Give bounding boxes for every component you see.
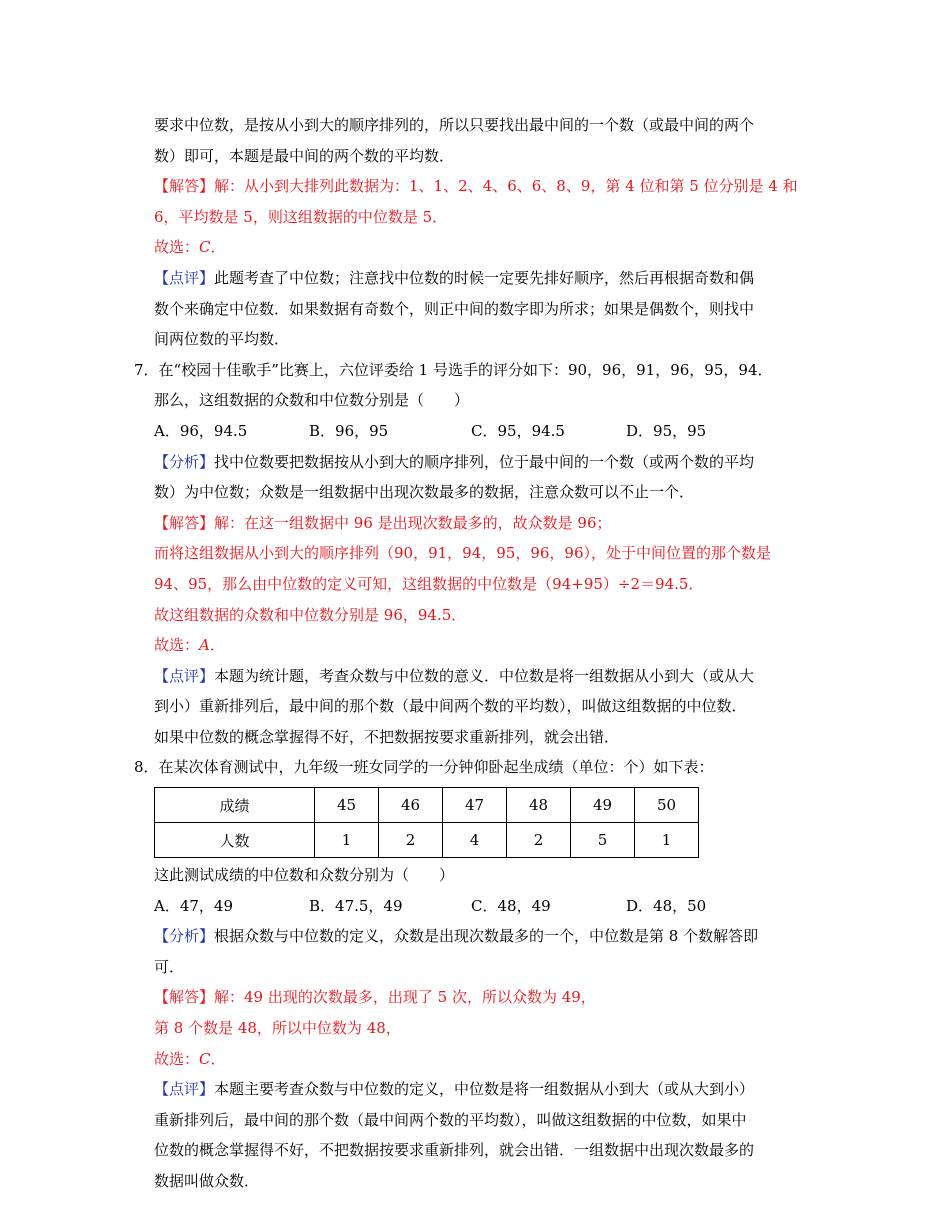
comment-tag: 【点评】 xyxy=(154,1080,215,1099)
option-b: B．96，95 xyxy=(309,421,389,440)
answer-tag: 【解答】 xyxy=(154,177,215,196)
choice-line xyxy=(134,630,824,661)
table-cell: 47 xyxy=(443,788,507,823)
answer-line xyxy=(134,508,824,539)
table-header-cell: 成绩 xyxy=(155,788,315,823)
table-cell: 45 xyxy=(315,788,379,823)
comment-text: 本题主要考查众数与中位数的定义，中位数是将一组数据从小到大（或从大到小） xyxy=(214,1080,755,1099)
table-header-cell: 人数 xyxy=(155,823,315,858)
comment-line xyxy=(134,1074,824,1105)
choice-letter: C xyxy=(199,1049,211,1068)
table-cell: 49 xyxy=(571,788,635,823)
question-8-question: 这此测试成绩的中位数和众数分别为（ ） xyxy=(154,866,455,885)
answer-tag: 【解答】 xyxy=(154,988,215,1007)
comment-line: 如果中位数的概念掌握得不好，不把数据按要求重新排列，就会出错． xyxy=(154,727,620,746)
analysis-line: 数）即可，本题是最中间的两个数的平均数． xyxy=(154,146,455,165)
choice-line xyxy=(134,232,824,263)
analysis-text: 根据众数与中位数的定义，众数是出现次数最多的一个，中位数是第 8 个数解答即 xyxy=(214,927,759,946)
table-cell: 2 xyxy=(379,823,443,858)
answer-tag: 【解答】 xyxy=(154,513,215,532)
table-cell: 1 xyxy=(635,823,699,858)
answer-line xyxy=(134,982,824,1013)
comment-line xyxy=(134,263,824,294)
option-a: A．96，94.5 xyxy=(154,421,248,440)
answer-line: 而将这组数据从小到大的顺序排列（90，91，94，95，96，96），处于中间位置的那个数是 xyxy=(154,544,772,563)
question-7-options xyxy=(134,416,824,447)
table-row xyxy=(155,823,699,858)
question-8-options xyxy=(134,891,824,922)
option-c: C．48，49 xyxy=(471,896,551,915)
choice-letter: C xyxy=(199,238,211,257)
comment-line: 重新排列后，最中间的那个数（最中间两个数的平均数），叫做这组数据的中位数，如果中 xyxy=(154,1110,747,1129)
question-7-stem: 7．在“校园十佳歌手”比赛上，六位评委给 1 号选手的评分如下：90，96，91，96，95，94． xyxy=(134,360,773,379)
comment-tag: 【点评】 xyxy=(154,268,215,287)
analysis-tag: 【分析】 xyxy=(154,452,215,471)
comment-line: 位数的概念掌握得不好，不把数据按要求重新排列，就会出错．一组数据中出现次数最多的 xyxy=(154,1141,755,1160)
choice-line xyxy=(134,1044,824,1075)
choice-prefix: 故选： xyxy=(154,1049,200,1068)
answer-line: 故这组数据的众数和中位数分别是 96，94.5． xyxy=(154,605,467,624)
option-d: D．95，95 xyxy=(626,421,707,440)
choice-end: ． xyxy=(209,636,225,655)
comment-tag: 【点评】 xyxy=(154,666,215,685)
analysis-tag: 【分析】 xyxy=(154,927,215,946)
comment-line: 到小）重新排列后，最中间的那个数（最中间两个数的平均数），叫做这组数据的中位数． xyxy=(154,697,747,716)
answer-text: 解：在这一组数据中 96 是出现次数最多的，故众数是 96； xyxy=(214,513,612,532)
comment-text: 此题考查了中位数；注意找中位数的时候一定要先排好顺序，然后再根据奇数和偶 xyxy=(214,268,755,287)
comment-line: 数据叫做众数． xyxy=(154,1172,260,1190)
choice-end: ． xyxy=(210,238,226,257)
table-cell: 2 xyxy=(507,823,571,858)
choice-letter: A xyxy=(199,636,210,655)
question-7-stem: 那么，这组数据的众数和中位数分别是（ ） xyxy=(154,391,470,410)
choice-prefix: 故选： xyxy=(154,238,200,257)
option-d: D．48，50 xyxy=(626,896,707,915)
option-a: A．47，49 xyxy=(154,896,234,915)
comment-line xyxy=(134,661,824,692)
score-table xyxy=(154,787,699,858)
table-cell: 48 xyxy=(507,788,571,823)
analysis-line: 数）为中位数；众数是一组数据中出现次数最多的数据，注意众数可以不止一个． xyxy=(154,483,695,502)
answer-line xyxy=(134,171,824,202)
table-cell: 4 xyxy=(443,823,507,858)
table-cell: 5 xyxy=(571,823,635,858)
analysis-line xyxy=(134,447,824,478)
analysis-text: 找中位数要把数据按从小到大的顺序排列，位于最中间的一个数（或两个数的平均 xyxy=(214,452,755,471)
content xyxy=(134,110,824,1197)
choice-end: ． xyxy=(210,1049,226,1068)
analysis-line: 可． xyxy=(154,957,185,976)
comment-line: 数个来确定中位数．如果数据有奇数个，则正中间的数字即为所求；如果是偶数个，则找中 xyxy=(154,299,755,318)
answer-line: 94、95，那么由中位数的定义可知，这组数据的中位数是（94+95）÷2＝94.5． xyxy=(154,574,704,593)
answer-line: 第 8 个数是 48，所以中位数为 48， xyxy=(154,1019,401,1038)
option-c: C．95，94.5 xyxy=(471,421,565,440)
comment-line: 间两位数的平均数． xyxy=(154,330,290,349)
analysis-line xyxy=(134,921,824,952)
analysis-line: 要求中位数，是按从小到大的顺序排列的，所以只要找出最中间的一个数（或最中间的两个 xyxy=(154,116,755,134)
answer-text: 解：从小到大排列此数据为：1、1、2、4、6、6、8、9，第 4 位和第 5 位分别是 4 和 xyxy=(214,177,798,196)
table-cell: 46 xyxy=(379,788,443,823)
question-8-stem: 8．在某次体育测试中，九年级一班女同学的一分钟仰卧起坐成绩（单位：个）如下表： xyxy=(134,758,714,777)
option-b: B．47.5，49 xyxy=(309,896,403,915)
table-cell: 1 xyxy=(315,823,379,858)
answer-line: 6，平均数是 5，则这组数据的中位数是 5． xyxy=(154,207,448,226)
answer-text: 解：49 出现的次数最多，出现了 5 次，所以众数为 49， xyxy=(214,988,596,1007)
table-row xyxy=(155,788,699,823)
table-cell: 50 xyxy=(635,788,699,823)
comment-text: 本题为统计题，考查众数与中位数的意义．中位数是将一组数据从小到大（或从大 xyxy=(214,666,755,685)
choice-prefix: 故选： xyxy=(154,636,200,655)
